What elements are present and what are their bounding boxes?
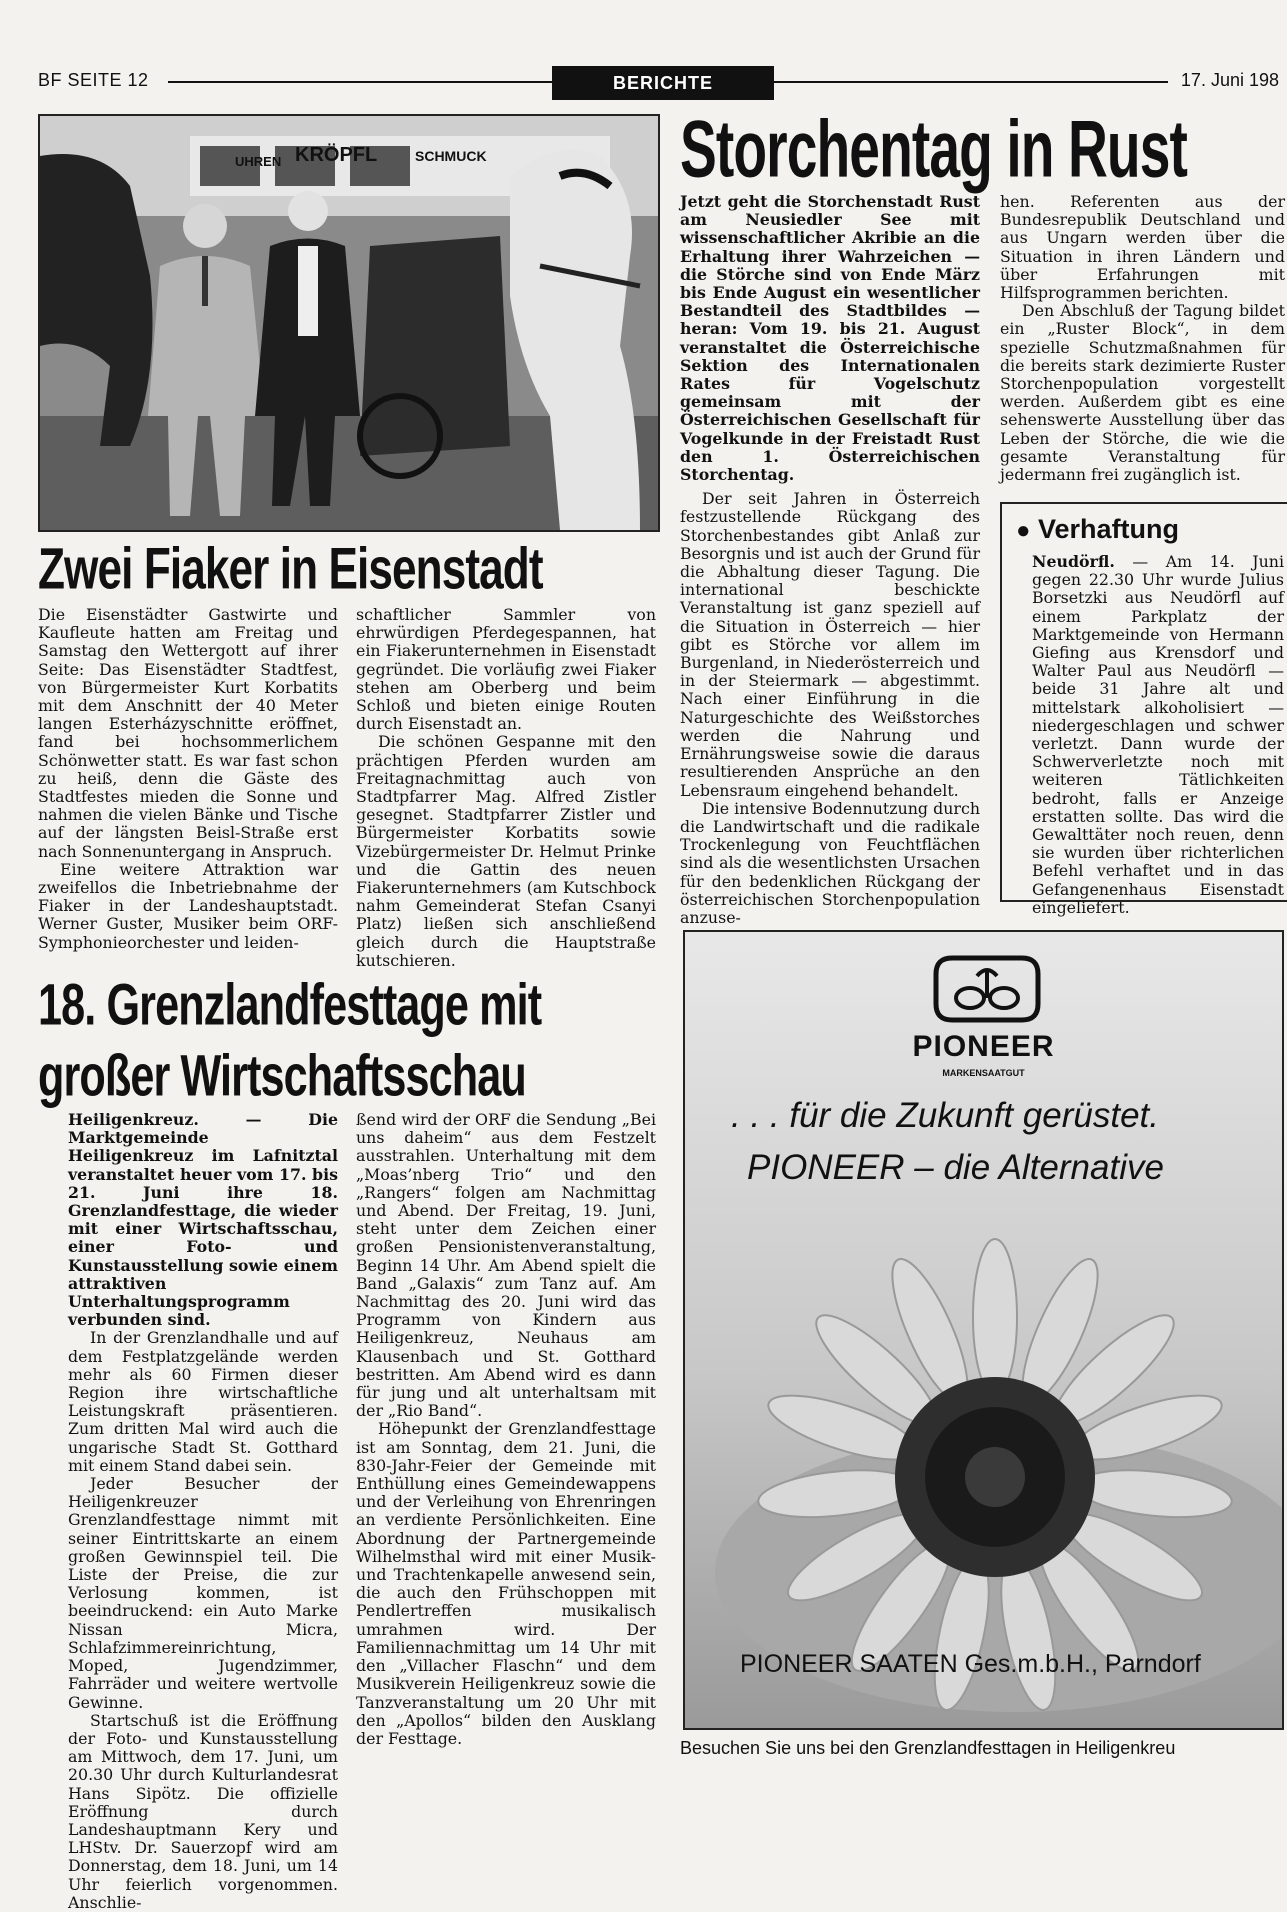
storch-headline: Storchentag in Rust [680,103,1187,194]
grenz-paragraph: Jeder Besucher der Heiligenkreuzer Grenzlandfesttage nimmt mit seiner Eintrittskarte an einem großen Gewinnspiel teil. Die Liste der Preise, die zur Verlosung kommen, ist beeindruckend: ein Auto Marke Nissan Micra, Schlafzimmereinrichtung, Moped, Jugendzimmer, Fahrräder und weitere wertvolle Gewinne. [68,1474,338,1712]
pioneer-advertisement [683,930,1284,1730]
fiaker-photo [38,114,660,532]
grenz-headline-line1: 18. Grenzlandfesttage mit [38,973,542,1038]
ad-slogan-2: PIONEER – die Alternative [747,1148,1164,1187]
storch-paragraph: Der seit Jahren in Österreich festzustellende Rückgang des Storchenbestandes gibt Anlaß zur Besorgnis und ist auch der Grund für die Abhaltung dieser Tagung. Die international beschickte Veranstaltung ist ganz speziell auf die Situation in Österreich — hier gibt es Störche vor allem im Burgenland, in Niederösterreich und in der Steiermark — abgestimmt. Nach einer Einführung in die Naturgeschichte des Weißstorches werden die Nahrung und Ernährungsweise sowie die daraus resultierenden Ansprüche an den Lebensraum eingehend behandelt. [680,489,980,800]
pioneer-brand-sub: MARKENSAATGUT [942,1068,1025,1078]
grenz-paragraph: In der Grenzlandhalle und auf dem Festplatzgelände werden mehr als 60 Firmen dieser Region ihre wirtschaftliche Leistungskraft präsentieren. Zum dritten Mal wird auch die ungarische Stadt St. Gotthard mit einem Stand dabei sein. [68,1328,338,1475]
ad-caption: Besuchen Sie uns bei den Grenzlandfesttagen in Heiligenkreu [680,1738,1176,1758]
fiaker-headline: Zwei Fiaker in Eisenstadt [38,537,543,602]
bullet-icon: ● [1016,517,1031,544]
verhaftung-box [1000,502,1287,917]
storch-paragraph: hen. Referenten aus der Bundesrepublik Deutschland und aus Ungarn werden über die Situation in ihren Ländern und über Erfahrungen mit Hilfsprogrammen berichten. [1000,192,1285,303]
fiaker-paragraph: Eine weitere Attraktion war zweifellos die Inbetriebnahme der Fiaker in der Landeshauptstadt. Werner Guster, Musiker beim ORF-Symphonieorchester und leiden- [38,859,338,952]
section-label: BERICHTE [552,66,774,100]
storch-paragraph: Die intensive Bodennutzung durch die Landwirtschaft und die radikale Trockenlegung von Feuchtflächen sind als die wesentlichsten Ursachen für den bedenklichen Rückgang der österreichischen Storchenpopulation anzuse- [680,798,980,927]
grenz-headline-line2: großer Wirtschaftsschau [38,1044,526,1109]
verhaftung-body: — Am 14. Juni gegen 22.30 Uhr wurde Julius Borsetzki aus Neudörfl auf einem Parkplatz der Marktgemeinde von Hermann Giefing aus Krensdorf und Walter Paul aus Neudörfl — beide 31 Jahre alt und mittelstark alkoholisiert — niedergeschlagen und schwer verletzt. Dann wurde der Schwerverletzte noch mit weiteren Tätlichkeiten bedroht, falls er Anzeige erstatten sollte. Das wird die Gewalttäter noch reuen, denn sie wurden über richterlichen Befehl verhaftet und in das Gefangenenhaus Eisenstadt eingeliefert. [1032,552,1284,917]
ad-slogan-1: . . . für die Zukunft gerüstet. [731,1096,1159,1135]
shop-sign-schmuck: SCHMUCK [415,148,487,164]
fiaker-photo-image [40,116,658,530]
ad-footer: PIONEER SAATEN Ges.m.b.H., Parndorf [740,1650,1201,1678]
fiaker-column-1 [38,606,338,952]
grenz-column-1 [68,1111,338,1912]
storch-column-2 [1000,193,1285,484]
shop-sign-kroepfl: KRÖPFL [295,144,378,166]
fiaker-paragraph: schaftlicher Sammler von ehrwürdigen Pferdegespannen, hat ein Fiakerunternehmen in Eisenstadt gegründet. Die vorläufig zwei Fiaker stehen am Oberberg und beim Schloß und bieten einige Routen durch Eisenstadt an. [356,605,656,734]
fiaker-paragraph: Die schönen Gespanne mit den prächtigen Pferden wurden am Freitagnachmittag auch von Stadtpfarrer Mag. Alfred Zistler gesegnet. Stadtpfarrer Zistler und Bürgermeister Korbatits sowie Vizebürgermeister Dr. Helmut Prinke und die Gattin des neuen Fiakerunternehmers (am Kutschbock nahm Gemeinderat Stefan Csanyi Platz) ließen sich anschließend gleich durch die Hauptstraße kutschieren. [356,732,657,970]
grenz-paragraph: Startschuß ist die Eröffnung der Foto- und Kunstausstellung am Mittwoch, dem 17. Juni, um 20.30 Uhr durch Kulturlandesrat Hans Sipötz. Die offizielle Eröffnung durch Landeshauptmann Kery und LHStv. Dr. Sauerzopf wird am Donnerstag, dem 18. Juni, um 14 Uhr feierlich vorgenommen. Anschlie- [68,1710,338,1912]
pioneer-brand: PIONEER [912,1030,1055,1063]
verhaftung-text [1032,553,1284,917]
fiaker-column-2 [356,606,656,970]
header-rule-left [168,81,552,83]
storch-column-1 [680,193,980,927]
grenz-lead: Heiligenkreuz. — Die Marktgemeinde Heiligenkreuz im Lafnitztal veranstaltet heuer vom 17. bis 21. Juni ihre 18. Grenzlandfesttage, die wieder mit einer Wirtschaftsschau, einer Foto- und Kunstausstellung sowie einem attraktiven Unterhaltungsprogramm verbunden sind. [68,1110,338,1330]
storch-paragraph: Den Abschluß der Tagung bildet ein „Ruster Block“, in dem spezielle Schutzmaßnahmen für die bereits stark dezimierte Ruster Storchenpopulation vorgestellt werden. Außerdem gibt es eine sehenswerte Ausstellung über das Leben der Störche, die wie die gesamte Veranstaltung für jedermann frei zugänglich ist. [1000,301,1285,485]
grenz-paragraph: Höhepunkt der Grenzlandfesttage ist am Sonntag, dem 21. Juni, die 830-Jahr-Feier der Gemeinde mit Enthüllung eines Gemeindewappens und der Verleihung von Ehrenringen an verdiente Persönlichkeiten. Eine Abordnung der Partnergemeinde Wilhelmsthal wird mit einer Musik- und Trachtenkapelle anwesend sein, die auch den Frühschoppen mit Pendlertreffen musikalisch umrahmen wird. Der Familiennachmittag um 14 Uhr mit den „Villacher Flaschn“ und dem Musikverein Heiligenkreuz sowie die Tanzveranstaltung um 20 Uhr mit den „Apollos“ bilden den Ausklang der Festtage. [356,1419,656,1748]
verhaftung-title: Verhaftung [1038,514,1180,544]
grenz-paragraph: ßend wird der ORF die Sendung „Bei uns daheim“ aus dem Festzelt ausstrahlen. Unterhaltung mit dem „Moas’nberg Trio“ und den „Rangers“ folgen am Nachmittag und Abend. Der Freitag, 19. Juni, steht unter dem Zeichen einer großen Pensionistenveranstaltung, Beginn 14 Uhr. Am Abend spielt die Band „Galaxis“ zum Tanz auf. Am Nachmittag des 20. Juni wird das Programm von Kindern aus Heiligenkreuz, Neuhaus am Klausenbach und St. Gotthard bestritten. Am Abend wird es dann für jung und alt unterhaltsam mit der „Rio Band“. [356,1110,656,1421]
shop-sign-uhren: UHREN [235,154,282,169]
grenz-column-2 [356,1111,656,1748]
storch-lead: Jetzt geht die Storchenstadt Rust am Neusiedler See mit wissenschaftlicher Akribie an die Erhaltung ihrer Wahrzeichen — die Störche sind von Ende März bis Ende August ein wesentlicher Bestandteil des Stadtbildes — heran: Vom 19. bis 21. August veranstaltet die Österreichische Sektion des Internationalen Rates für Vogelschutz gemeinsam mit der Österreichischen Gesellschaft für Vogelkunde in der Freistadt Rust den 1. Österreichischen Storchentag. [680,192,980,485]
issue-date: 17. Juni 198 [1180,70,1279,90]
header-rule-right [768,81,1168,83]
pioneer-logo-icon [932,954,1042,1024]
fiaker-paragraph: Die Eisenstädter Gastwirte und Kaufleute hatten am Freitag und Samstag den Wettergott auf ihrer Seite: Das Eisenstädter Stadtfest, von Bürgermeister Kurt Korbatits mit dem Anschnitt der 40 Meter langen Esterházyschnitte eröffnet, fand bei hochsommerlichem Schönwetter statt. Es war fast schon zu heiß, denn die Gäste des Stadtfestes mieden die Sonne und nahmen die vielen Bänke und Tische auf der längsten Beisl-Straße erst nach Sonnenuntergang in Anspruch. [38,605,338,861]
verhaftung-heading [1016,514,1287,545]
verhaftung-dateline: Neudörfl. [1032,552,1115,571]
page-number: BF SEITE 12 [38,70,149,90]
sunflower-image [685,1192,1282,1728]
